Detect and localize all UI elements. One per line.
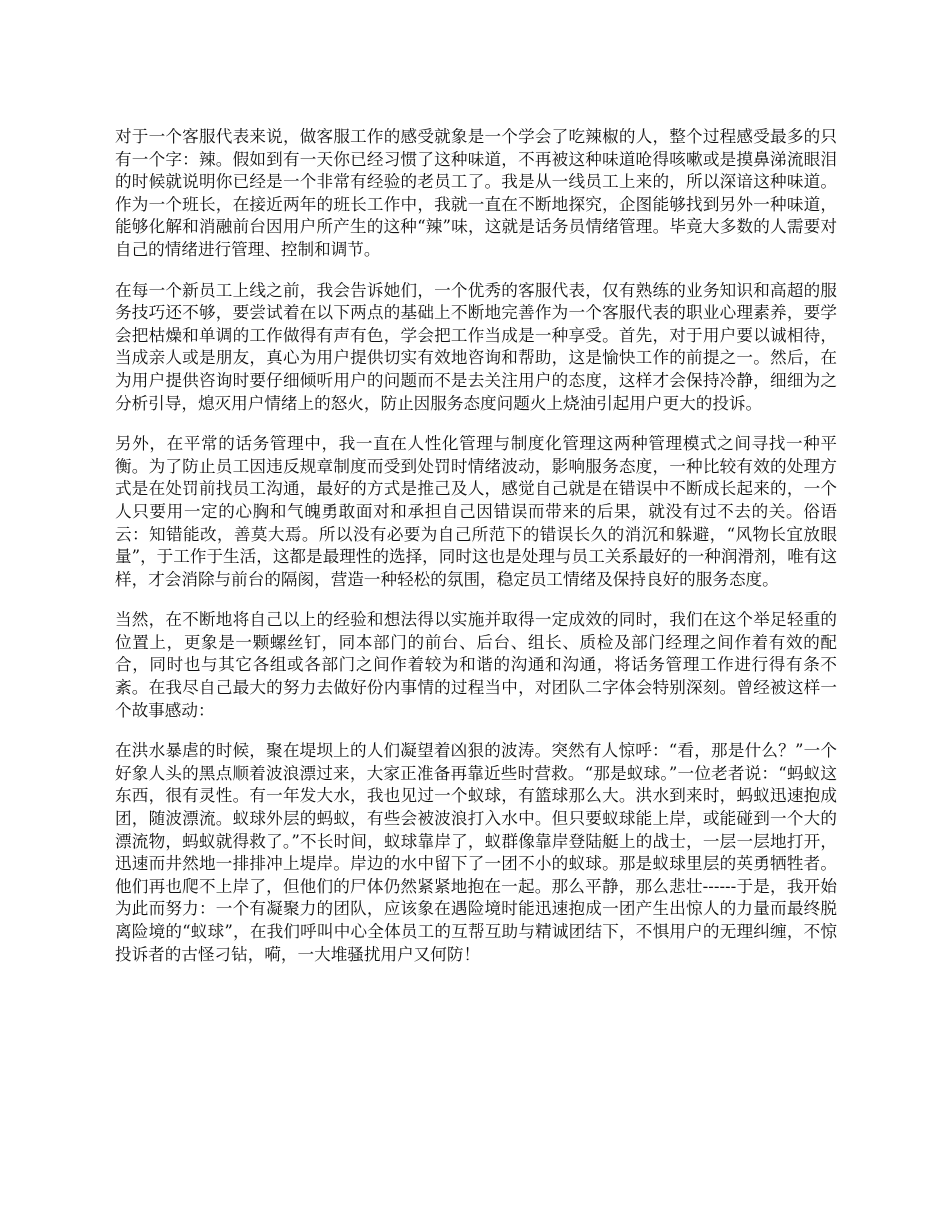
paragraph-3: 另外，在平常的话务管理中，我一直在人性化管理与制度化管理这两种管理模式之间寻找一种平衡。为了防止员工因违反规章制度而受到处罚时情绪波动，影响服务态度，一种比较有效的处理方式是在处罚前找员工沟通，最好的方式是推己及人，感觉自己就是在错误中不断成长起来的，一个人只要用一定的心胸和气魄勇敢面对和承担自己因错误而带来的后果，就没有过不去的关。俗语云：知错能改，善莫大焉。所以没有必要为自己所范下的错误长久的消沉和躲避，“风物长宜放眼量”，于工作于生活，这都是最理性的选择，同时这也是处理与员工关系最好的一种润滑剂，唯有这样，才会消除与前台的隔阂，营造一种轻松的氛围，稳定员工情绪及保持良好的服务态度。: [115, 434, 838, 589]
paragraph-1: 对于一个客服代表来说，做客服工作的感受就象是一个学会了吃辣椒的人，整个过程感受最多的只有一个字：辣。假如到有一天你已经习惯了这种味道，不再被这种味道呛得咳嗽或是摸鼻涕流眼泪的时候就说明你已经是一个非常有经验的老员工了。我是从一线员工上来的，所以深谙这种味道。作为一个班长，在接近两年的班长工作中，我就一直在不断地探究，企图能够找到另外一种味道，能够化解和消融前台因用户所产生的这种“辣”味，这就是话务员情绪管理。毕竟大多数的人需要对自己的情绪进行管理、控制和调节。: [115, 127, 837, 259]
paragraph-5: 在洪水暴虐的时候，聚在堤坝上的人们凝望着凶狠的波涛。突然有人惊呼：“看，那是什么？”一个好象人头的黑点顺着波浪漂过来，大家正准备再靠近些时营救。“那是蚁球。”一位老者说：“蚂蚁这东西，很有灵性。有一年发大水，我也见过一个蚁球，有篮球那么大。洪水到来时，蚂蚁迅速抱成团，随波漂流。蚁球外层的蚂蚁，有些会被波浪打入水中。但只要蚁球能上岸，或能碰到一个大的漂流物，蚂蚁就得救了。”不长时间，蚁球靠岸了，蚁群像靠岸登陆艇上的战士，一层一层地打开，迅速而井然地一排排冲上堤岸。岸边的水中留下了一团不小的蚁球。那是蚁球里层的英勇牺牲者。他们再也爬不上岸了，但他们的尸体仍然紧紧地抱在一起。那么平静，那么悲壮------于是，我开始为此而努力：一个有凝聚力的团队，应该象在遇险境时能迅速抱成一团产生出惊人的力量而最终脱离险境的“蚁球”，在我们呼叫中心全体员工的互帮互助与精诚团结下，不惧用户的无理纠缠，不惊投诉者的古怪刁钻，嗬，一大堆骚扰用户又何防！: [115, 741, 837, 964]
paragraph-2: 在每一个新员工上线之前，我会告诉她们，一个优秀的客服代表，仅有熟练的业务知识和高超的服务技巧还不够，要尝试着在以下两点的基础上不断地完善作为一个客服代表的职业心理素养，要学会把枯燥和单调的工作做得有声有色，学会把工作当成是一种享受。首先，对于用户要以诚相待，当成亲人或是朋友，真心为用户提供切实有效地咨询和帮助，这是愉快工作的前提之一。然后，在为用户提供咨询时要仔细倾听用户的问题而不是去关注用户的态度，这样才会保持冷静，细细为之分析引导，熄灭用户情绪上的怒火，防止因服务态度问题火上烧油引起用户更大的投诉。: [115, 280, 837, 413]
document-page: [115, 126, 837, 966]
paragraph-4: 当然，在不断地将自己以上的经验和想法得以实施并取得一定成效的同时，我们在这个举足轻重的位置上，更象是一颗螺丝钉，同本部门的前台、后台、组长、质检及部门经理之间作着有效的配合，同时也与其它各组或各部门之间作着较为和谐的沟通和沟通，将话务管理工作进行得有条不紊。在我尽自己最大的努力去做好份内事情的过程当中，对团队二字体会特别深刻。曾经被这样一个故事感动：: [115, 610, 837, 720]
